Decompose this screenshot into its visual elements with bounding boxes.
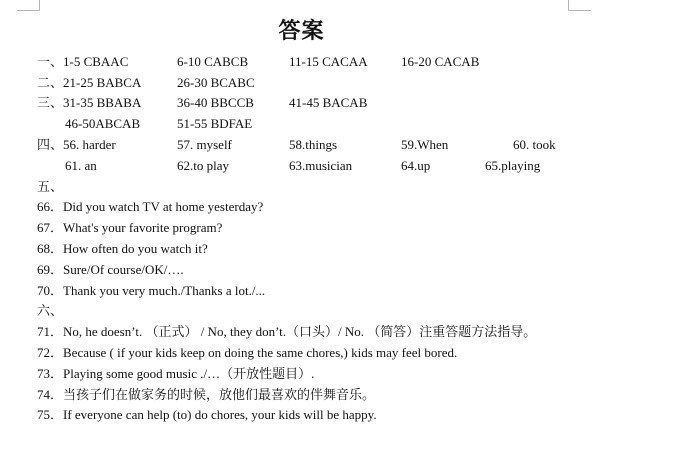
answer-cell: 58.things: [289, 137, 338, 152]
answer-cell: 一、1-5 CBAAC: [37, 54, 129, 69]
answer-cell: 41-45 BACAB: [289, 95, 368, 110]
answer-line: 70．Thank you very much./Thanks a lot./...: [37, 283, 266, 298]
page-title: 答案: [278, 19, 325, 44]
answer-cell: 51-55 BDFAE: [177, 116, 253, 131]
answer-cell: 三、31-35 BBABA: [37, 95, 142, 110]
answer-cell: 二、21-25 BABCA: [37, 75, 142, 90]
page-corner-mark-left: [17, 0, 40, 11]
answer-line: 74．当孩子们在做家务的时候，放他们最喜欢的伴舞音乐。: [37, 387, 376, 402]
answer-line: 67．What's your favorite program?: [37, 220, 223, 235]
answer-line: 72．Because ( if your kids keep on doing the same chores,) kids may feel bored.: [37, 345, 458, 360]
answer-cell: 57. myself: [177, 137, 232, 152]
answer-cell: 16-20 CACAB: [401, 54, 480, 69]
answer-cell: 6-10 CABCB: [177, 54, 249, 69]
answer-cell: 65.playing: [485, 158, 541, 173]
answer-line: 69．Sure/Of course/OK/….: [37, 262, 184, 277]
answer-cell: 四、56. harder: [37, 137, 116, 152]
answer-line: 73．Playing some good music ./…（开放性题目）.: [37, 366, 315, 381]
section-heading: 五、: [37, 179, 64, 194]
answer-cell: 62.to play: [177, 158, 229, 173]
answer-line: 71．No, he doesn’t. （正式） / No, they don’t.（口头）/ No. （简答）注重答题方法指导。: [37, 324, 537, 339]
answer-line: 68．How often do you watch it?: [37, 241, 208, 256]
answer-cell: 60. took: [513, 137, 556, 152]
answer-line: 75．If everyone can help (to) do chores, your kids will be happy.: [37, 407, 377, 422]
page-corner-mark-right: [568, 0, 591, 11]
answer-cell: 59.When: [401, 137, 449, 152]
answer-cell: 64.up: [401, 158, 431, 173]
answer-cell: 26-30 BCABC: [177, 75, 255, 90]
answer-cell: 63.musician: [289, 158, 353, 173]
section-heading: 六、: [37, 303, 64, 318]
answer-line: 66．Did you watch TV at home yesterday?: [37, 199, 264, 214]
answer-cell: 46-50ABCAB: [65, 116, 141, 131]
answer-cell: 36-40 BBCCB: [177, 95, 254, 110]
answer-cell: 11-15 CACAA: [289, 54, 368, 69]
answer-cell: 61. an: [65, 158, 97, 173]
